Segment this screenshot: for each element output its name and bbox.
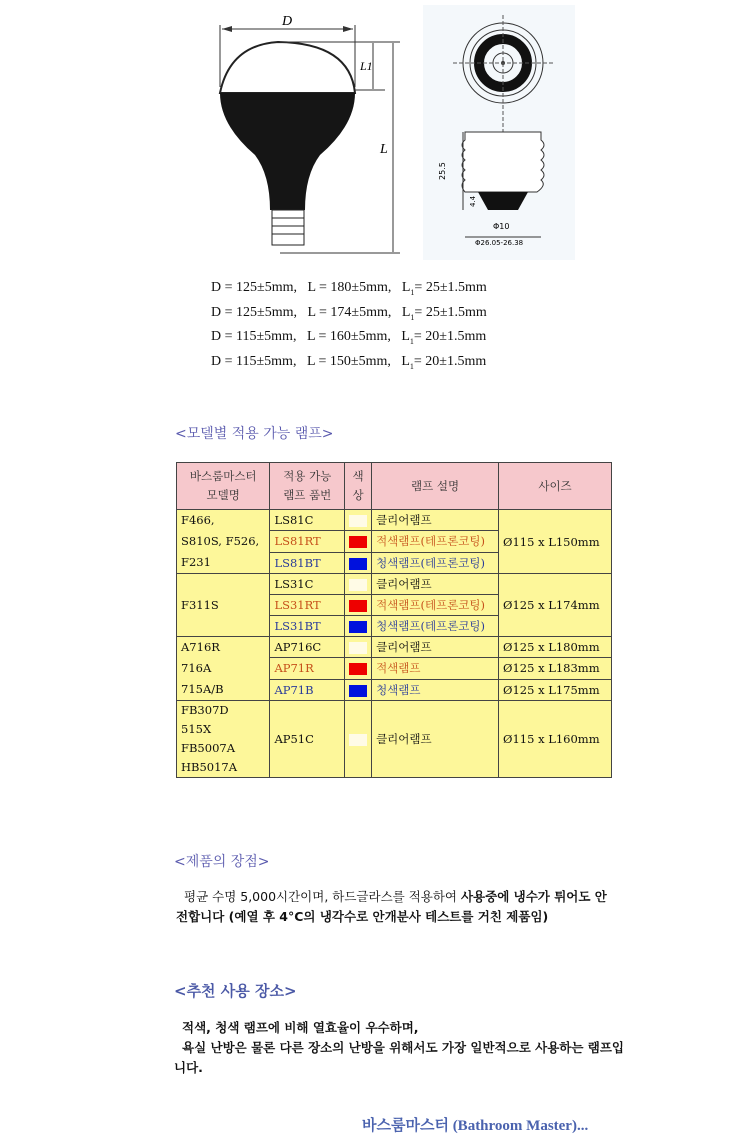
desc-cell: 청색램프(테프론코팅) — [372, 616, 499, 637]
color-cell — [345, 679, 372, 700]
desc-cell: 클리어램프 — [372, 574, 499, 595]
size-cell: Ø115 x L160mm — [499, 701, 612, 778]
color-swatch — [349, 579, 367, 591]
recommended-line-2: 욕실 난방은 물론 다른 장소의 난방을 위해서도 가장 일반적으로 사용하는 램프입니다. — [174, 1040, 624, 1075]
size-cell: Ø125 x L175mm — [499, 679, 612, 700]
part-cell: AP716C — [270, 637, 345, 658]
color-cell — [345, 701, 372, 778]
l-value: L = 180±5mm, — [307, 280, 392, 295]
part-cell: AP71R — [270, 658, 345, 679]
part-cell: LS81RT — [270, 531, 345, 552]
part-cell: AP71B — [270, 679, 345, 700]
advantages-bold: 사용중에 냉수가 튀어도 안전합니다 (예열 후 4°C의 냉각수로 안개분사 테스트를 거친 제품임) — [176, 889, 607, 924]
label-d: D — [282, 14, 293, 29]
footer-brand: 바스룸마스터 (Bathroom Master)... — [362, 1118, 589, 1134]
desc-cell: 클리어램프 — [372, 637, 499, 658]
dimension-row — [211, 352, 487, 377]
part-cell: AP51C — [270, 701, 345, 778]
section-title-advantages: <제품의 장점> — [174, 854, 270, 870]
l1-sub: 1 — [410, 287, 415, 297]
l-value: L = 150±5mm, — [306, 353, 391, 369]
label-l1: L1 — [360, 59, 373, 73]
l1-value: = 20±1.5mm — [413, 353, 487, 369]
model-cell: A716R 716A 715A/B — [177, 637, 270, 701]
color-cell — [345, 616, 372, 637]
base-dimension-drawing — [423, 5, 575, 260]
color-swatch — [349, 663, 367, 675]
color-swatch — [349, 536, 367, 548]
color-cell — [345, 574, 372, 595]
label-l: L — [380, 142, 388, 157]
header-desc: 램프 설명 — [372, 463, 499, 510]
color-swatch — [349, 685, 367, 697]
model-cell: F311S — [177, 574, 270, 637]
l1-label: L — [401, 304, 411, 320]
table-header-row — [177, 463, 612, 510]
model-cell: F466, S810S, F526, F231 — [177, 510, 270, 574]
d-value: D = 115±5mm, — [211, 329, 297, 344]
table-row — [177, 637, 612, 658]
desc-cell: 적색램프 — [372, 658, 499, 679]
color-swatch — [349, 734, 367, 746]
header-size: 사이즈 — [499, 463, 612, 510]
size-cell: Ø125 x L180mm — [499, 637, 612, 658]
color-swatch — [349, 558, 367, 570]
desc-cell: 적색램프(테프론코팅) — [372, 595, 499, 616]
size-cell: Ø115 x L150mm — [499, 510, 612, 574]
l1-label: L — [401, 329, 410, 344]
d-value: D = 115±5mm, — [211, 353, 297, 369]
size-cell: Ø125 x L183mm — [499, 658, 612, 679]
dimension-row — [211, 303, 487, 328]
model-cell: FB307D 515X FB5007A HB5017A — [177, 701, 270, 778]
l1-sub: 1 — [410, 312, 415, 322]
dimension-row — [211, 278, 487, 303]
color-cell — [345, 510, 372, 531]
header-model: 바스룸마스터 모델명 — [177, 463, 270, 510]
bulb-dimension-drawing — [210, 5, 410, 257]
color-swatch — [349, 621, 367, 633]
part-cell: LS81C — [270, 510, 345, 531]
section-title-compatible-lamps: <모델별 적용 가능 램프> — [175, 426, 334, 442]
color-cell — [345, 531, 372, 552]
d-value: D = 125±5mm, — [211, 304, 297, 320]
l-value: L = 160±5mm, — [306, 329, 391, 344]
l1-value: = 25±1.5mm — [414, 304, 487, 320]
advantages-plain: 평균 수명 5,000시간이며, 하드글라스를 적용하여 — [184, 889, 461, 904]
desc-cell: 적색램프(테프론코팅) — [372, 531, 499, 552]
part-cell: LS31C — [270, 574, 345, 595]
color-cell — [345, 637, 372, 658]
label-tip-dia: Φ10 — [493, 222, 510, 231]
part-cell: LS81BT — [270, 552, 345, 573]
d-value: D = 125±5mm, — [211, 280, 297, 295]
desc-cell: 청색램프(테프론코팅) — [372, 552, 499, 573]
table-row — [177, 574, 612, 595]
size-cell: Ø125 x L174mm — [499, 574, 612, 637]
advantages-text — [176, 887, 616, 927]
l-value: L = 174±5mm, — [307, 304, 392, 320]
desc-cell: 클리어램프 — [372, 701, 499, 778]
recommended-text — [174, 1018, 624, 1078]
color-swatch — [349, 600, 367, 612]
compatible-lamps-table — [176, 462, 612, 778]
l1-sub: 1 — [409, 361, 414, 371]
color-swatch — [349, 515, 367, 527]
header-color: 색 상 — [345, 463, 372, 510]
dimension-list — [211, 278, 487, 376]
label-tip-height: 4.4 — [469, 195, 477, 207]
color-swatch — [349, 642, 367, 654]
desc-cell: 청색램프 — [372, 679, 499, 700]
dimension-row — [211, 327, 487, 352]
header-part: 적용 가능 램프 품번 — [270, 463, 345, 510]
desc-cell: 클리어램프 — [372, 510, 499, 531]
part-cell: LS31RT — [270, 595, 345, 616]
part-cell: LS31BT — [270, 616, 345, 637]
l1-value: = 20±1.5mm — [413, 329, 487, 344]
label-base-dia: Φ26.05-26.38 — [475, 239, 524, 247]
l1-label: L — [401, 280, 411, 295]
color-cell — [345, 552, 372, 573]
table-row — [177, 701, 612, 778]
l1-value: = 25±1.5mm — [414, 280, 487, 295]
label-base-height: 25.5 — [438, 162, 447, 180]
table-row — [177, 510, 612, 531]
recommended-line-1: 적색, 청색 램프에 비해 열효율이 우수하며, — [182, 1020, 419, 1035]
l1-label: L — [401, 353, 410, 369]
color-cell — [345, 658, 372, 679]
color-cell — [345, 595, 372, 616]
section-title-recommended-places: <추천 사용 장소> — [174, 982, 297, 1000]
l1-sub: 1 — [409, 336, 414, 346]
